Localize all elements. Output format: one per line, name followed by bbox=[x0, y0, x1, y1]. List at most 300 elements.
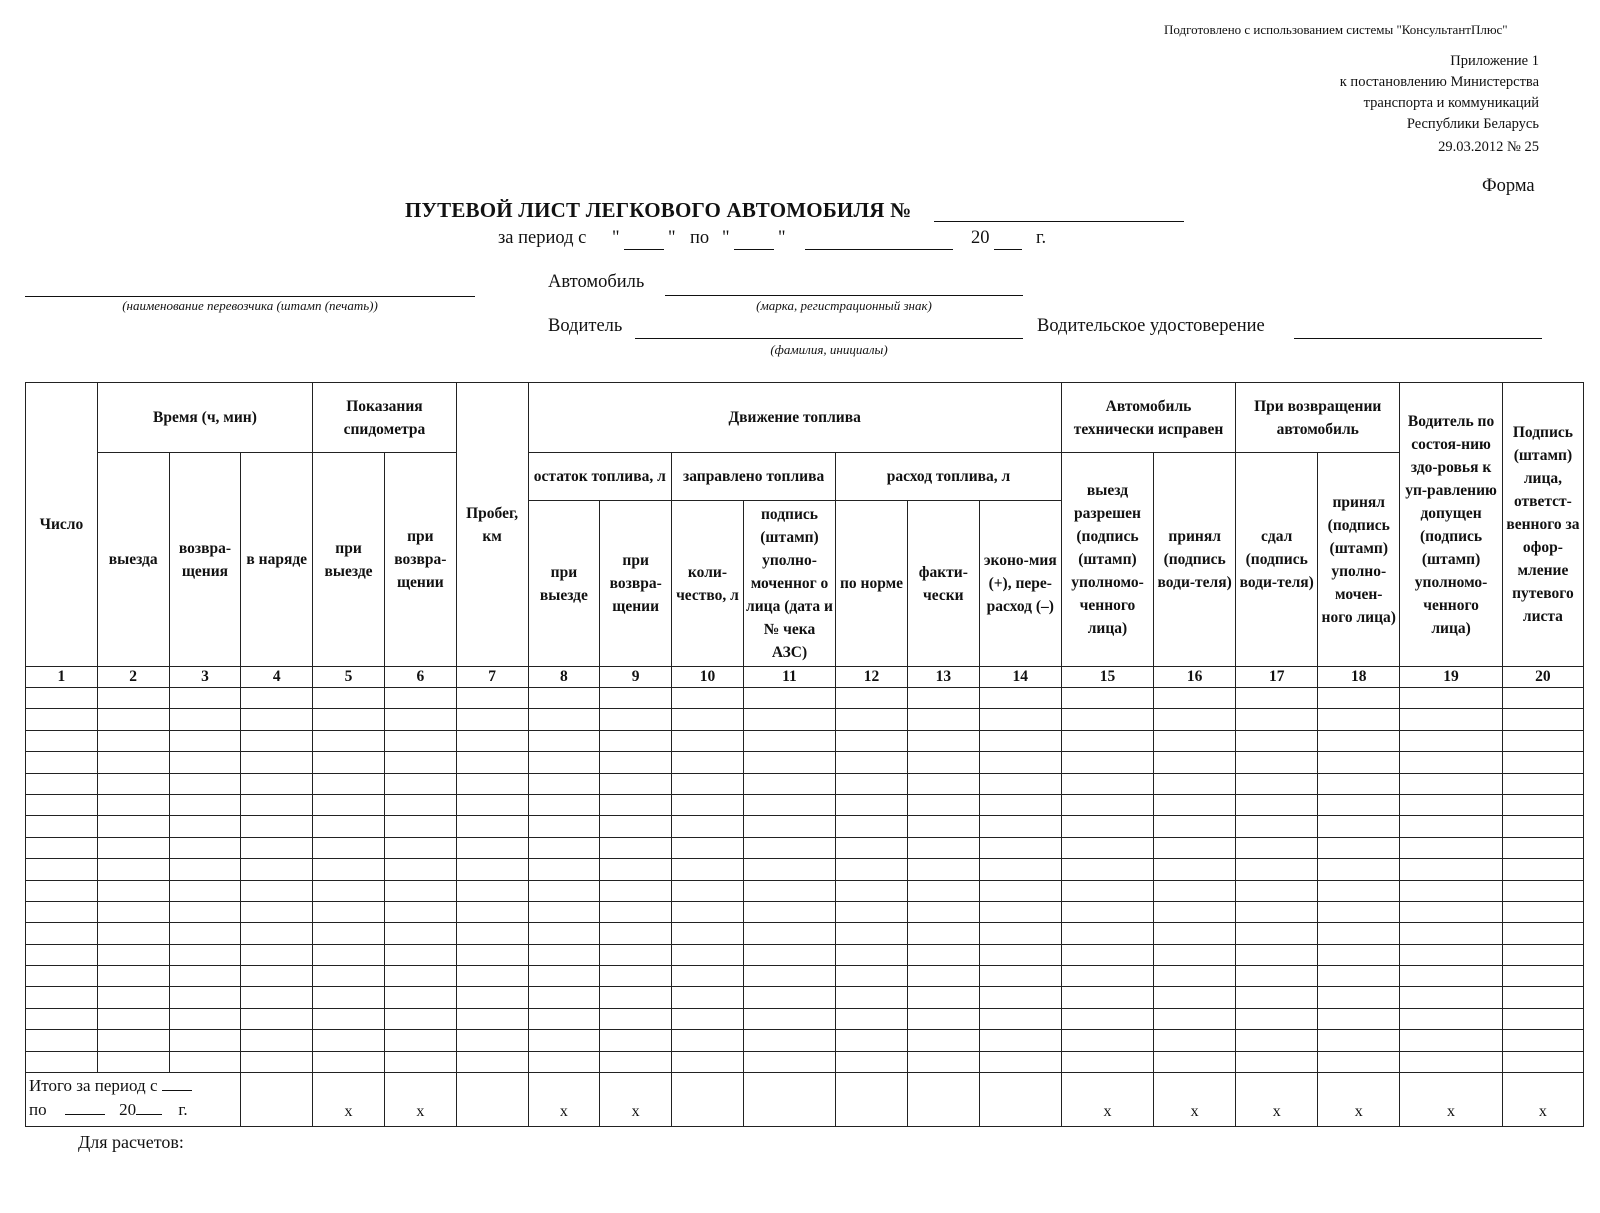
table-cell[interactable] bbox=[836, 816, 908, 837]
table-cell[interactable] bbox=[836, 966, 908, 987]
table-cell[interactable] bbox=[1236, 688, 1318, 709]
table-cell[interactable] bbox=[1502, 901, 1583, 922]
table-cell[interactable] bbox=[1502, 1008, 1583, 1029]
table-cell[interactable] bbox=[169, 966, 241, 987]
table-cell[interactable] bbox=[456, 944, 528, 965]
table-cell[interactable] bbox=[979, 794, 1061, 815]
table-cell[interactable] bbox=[836, 880, 908, 901]
table-cell[interactable] bbox=[97, 1008, 169, 1029]
table-cell[interactable] bbox=[743, 987, 835, 1008]
table-cell[interactable] bbox=[672, 709, 744, 730]
table-cell[interactable] bbox=[600, 1030, 672, 1051]
table-cell[interactable] bbox=[313, 880, 385, 901]
table-cell[interactable] bbox=[384, 816, 456, 837]
table-cell[interactable] bbox=[241, 688, 313, 709]
table-cell[interactable] bbox=[313, 859, 385, 880]
table-cell[interactable] bbox=[672, 966, 744, 987]
table-cell[interactable] bbox=[26, 730, 98, 751]
table-cell[interactable] bbox=[1154, 816, 1236, 837]
table-cell[interactable] bbox=[97, 944, 169, 965]
table-cell[interactable] bbox=[456, 730, 528, 751]
table-cell[interactable] bbox=[1236, 944, 1318, 965]
table-cell[interactable] bbox=[384, 880, 456, 901]
table-cell[interactable] bbox=[979, 709, 1061, 730]
table-cell[interactable] bbox=[241, 1030, 313, 1051]
table-cell[interactable] bbox=[1400, 752, 1503, 773]
total-cell[interactable] bbox=[456, 1073, 528, 1127]
table-cell[interactable] bbox=[97, 966, 169, 987]
table-cell[interactable] bbox=[1061, 816, 1153, 837]
table-cell[interactable] bbox=[979, 1030, 1061, 1051]
table-cell[interactable] bbox=[384, 859, 456, 880]
driver-field[interactable] bbox=[635, 322, 1023, 339]
table-cell[interactable] bbox=[241, 837, 313, 858]
table-cell[interactable] bbox=[26, 1051, 98, 1072]
table-cell[interactable] bbox=[979, 987, 1061, 1008]
table-cell[interactable] bbox=[1502, 794, 1583, 815]
table-cell[interactable] bbox=[1502, 816, 1583, 837]
table-cell[interactable] bbox=[672, 1051, 744, 1072]
table-cell[interactable] bbox=[600, 901, 672, 922]
table-cell[interactable] bbox=[1400, 1051, 1503, 1072]
table-cell[interactable] bbox=[384, 923, 456, 944]
table-cell[interactable] bbox=[1400, 923, 1503, 944]
table-cell[interactable] bbox=[384, 794, 456, 815]
table-cell[interactable] bbox=[1236, 901, 1318, 922]
table-cell[interactable] bbox=[26, 944, 98, 965]
table-cell[interactable] bbox=[672, 901, 744, 922]
table-cell[interactable] bbox=[26, 794, 98, 815]
table-cell[interactable] bbox=[169, 688, 241, 709]
table-cell[interactable] bbox=[313, 730, 385, 751]
table-cell[interactable] bbox=[1400, 816, 1503, 837]
table-cell[interactable] bbox=[600, 816, 672, 837]
table-cell[interactable] bbox=[907, 966, 979, 987]
table-cell[interactable] bbox=[979, 1008, 1061, 1029]
table-cell[interactable] bbox=[1400, 1008, 1503, 1029]
table-cell[interactable] bbox=[313, 773, 385, 794]
table-cell[interactable] bbox=[1502, 1051, 1583, 1072]
table-cell[interactable] bbox=[1061, 987, 1153, 1008]
table-cell[interactable] bbox=[672, 816, 744, 837]
table-cell[interactable] bbox=[169, 1030, 241, 1051]
table-cell[interactable] bbox=[97, 987, 169, 1008]
table-cell[interactable] bbox=[241, 1051, 313, 1072]
table-cell[interactable] bbox=[600, 966, 672, 987]
table-cell[interactable] bbox=[600, 1008, 672, 1029]
table-cell[interactable] bbox=[672, 752, 744, 773]
table-cell[interactable] bbox=[979, 816, 1061, 837]
table-cell[interactable] bbox=[1154, 944, 1236, 965]
table-cell[interactable] bbox=[241, 901, 313, 922]
table-cell[interactable] bbox=[1236, 880, 1318, 901]
table-cell[interactable] bbox=[600, 773, 672, 794]
table-cell[interactable] bbox=[26, 709, 98, 730]
table-cell[interactable] bbox=[672, 859, 744, 880]
table-cell[interactable] bbox=[384, 1008, 456, 1029]
table-cell[interactable] bbox=[528, 709, 600, 730]
table-cell[interactable] bbox=[907, 688, 979, 709]
table-cell[interactable] bbox=[26, 773, 98, 794]
table-cell[interactable] bbox=[241, 709, 313, 730]
table-cell[interactable] bbox=[1154, 794, 1236, 815]
table-cell[interactable] bbox=[1236, 859, 1318, 880]
sheet-number-field[interactable] bbox=[934, 201, 1184, 222]
table-cell[interactable] bbox=[313, 944, 385, 965]
table-cell[interactable] bbox=[1236, 816, 1318, 837]
table-cell[interactable] bbox=[1061, 923, 1153, 944]
table-cell[interactable] bbox=[1502, 859, 1583, 880]
table-cell[interactable] bbox=[528, 1051, 600, 1072]
table-cell[interactable] bbox=[907, 709, 979, 730]
table-cell[interactable] bbox=[907, 901, 979, 922]
table-cell[interactable] bbox=[1061, 966, 1153, 987]
table-cell[interactable] bbox=[241, 859, 313, 880]
table-cell[interactable] bbox=[672, 987, 744, 1008]
table-cell[interactable] bbox=[456, 752, 528, 773]
table-cell[interactable] bbox=[456, 837, 528, 858]
table-cell[interactable] bbox=[836, 794, 908, 815]
table-cell[interactable] bbox=[836, 923, 908, 944]
table-cell[interactable] bbox=[836, 837, 908, 858]
table-cell[interactable] bbox=[97, 1051, 169, 1072]
table-cell[interactable] bbox=[1400, 880, 1503, 901]
table-cell[interactable] bbox=[1318, 966, 1400, 987]
table-cell[interactable] bbox=[97, 901, 169, 922]
table-cell[interactable] bbox=[528, 859, 600, 880]
table-cell[interactable] bbox=[384, 752, 456, 773]
table-cell[interactable] bbox=[1154, 901, 1236, 922]
total-end-field[interactable] bbox=[65, 1098, 105, 1115]
table-cell[interactable] bbox=[528, 730, 600, 751]
table-cell[interactable] bbox=[1318, 1030, 1400, 1051]
period-start-day-field[interactable] bbox=[624, 232, 664, 250]
table-cell[interactable] bbox=[1061, 1030, 1153, 1051]
table-cell[interactable] bbox=[1318, 1051, 1400, 1072]
table-cell[interactable] bbox=[1236, 1051, 1318, 1072]
table-cell[interactable] bbox=[1318, 794, 1400, 815]
table-cell[interactable] bbox=[979, 752, 1061, 773]
table-cell[interactable] bbox=[1236, 794, 1318, 815]
table-cell[interactable] bbox=[169, 709, 241, 730]
table-cell[interactable] bbox=[1154, 987, 1236, 1008]
table-cell[interactable] bbox=[169, 859, 241, 880]
table-cell[interactable] bbox=[1318, 730, 1400, 751]
table-cell[interactable] bbox=[528, 966, 600, 987]
table-cell[interactable] bbox=[743, 966, 835, 987]
table-cell[interactable] bbox=[456, 923, 528, 944]
table-cell[interactable] bbox=[836, 1051, 908, 1072]
carrier-field[interactable] bbox=[25, 280, 475, 297]
table-cell[interactable] bbox=[528, 837, 600, 858]
table-cell[interactable] bbox=[743, 859, 835, 880]
table-cell[interactable] bbox=[26, 859, 98, 880]
table-cell[interactable] bbox=[836, 752, 908, 773]
table-cell[interactable] bbox=[1502, 709, 1583, 730]
table-cell[interactable] bbox=[1154, 730, 1236, 751]
table-cell[interactable] bbox=[743, 944, 835, 965]
table-cell[interactable] bbox=[528, 816, 600, 837]
table-cell[interactable] bbox=[241, 752, 313, 773]
table-cell[interactable] bbox=[241, 923, 313, 944]
table-cell[interactable] bbox=[1502, 1030, 1583, 1051]
table-cell[interactable] bbox=[313, 987, 385, 1008]
table-cell[interactable] bbox=[1061, 859, 1153, 880]
table-cell[interactable] bbox=[1061, 688, 1153, 709]
table-cell[interactable] bbox=[456, 773, 528, 794]
table-cell[interactable] bbox=[1236, 987, 1318, 1008]
table-cell[interactable] bbox=[907, 816, 979, 837]
total-year-field[interactable] bbox=[136, 1098, 162, 1115]
table-cell[interactable] bbox=[1236, 773, 1318, 794]
table-cell[interactable] bbox=[979, 880, 1061, 901]
table-cell[interactable] bbox=[1236, 837, 1318, 858]
table-cell[interactable] bbox=[1236, 752, 1318, 773]
table-cell[interactable] bbox=[1154, 752, 1236, 773]
table-cell[interactable] bbox=[600, 923, 672, 944]
table-cell[interactable] bbox=[241, 987, 313, 1008]
table-cell[interactable] bbox=[313, 816, 385, 837]
table-cell[interactable] bbox=[979, 901, 1061, 922]
table-cell[interactable] bbox=[743, 794, 835, 815]
table-cell[interactable] bbox=[672, 1008, 744, 1029]
table-cell[interactable] bbox=[26, 880, 98, 901]
table-cell[interactable] bbox=[979, 1051, 1061, 1072]
table-cell[interactable] bbox=[241, 773, 313, 794]
table-cell[interactable] bbox=[1400, 966, 1503, 987]
table-cell[interactable] bbox=[1502, 880, 1583, 901]
table-cell[interactable] bbox=[672, 1030, 744, 1051]
table-cell[interactable] bbox=[1502, 987, 1583, 1008]
table-cell[interactable] bbox=[1318, 816, 1400, 837]
table-cell[interactable] bbox=[1400, 794, 1503, 815]
table-cell[interactable] bbox=[169, 923, 241, 944]
table-cell[interactable] bbox=[456, 1008, 528, 1029]
table-cell[interactable] bbox=[1236, 730, 1318, 751]
table-cell[interactable] bbox=[384, 688, 456, 709]
table-cell[interactable] bbox=[600, 987, 672, 1008]
table-cell[interactable] bbox=[169, 944, 241, 965]
table-cell[interactable] bbox=[1502, 730, 1583, 751]
table-cell[interactable] bbox=[313, 901, 385, 922]
table-cell[interactable] bbox=[1400, 859, 1503, 880]
period-end-day-field[interactable] bbox=[734, 232, 774, 250]
table-cell[interactable] bbox=[1318, 688, 1400, 709]
table-cell[interactable] bbox=[743, 688, 835, 709]
table-cell[interactable] bbox=[1400, 901, 1503, 922]
table-cell[interactable] bbox=[743, 752, 835, 773]
table-cell[interactable] bbox=[528, 944, 600, 965]
table-cell[interactable] bbox=[1318, 1008, 1400, 1029]
total-cell[interactable] bbox=[672, 1073, 744, 1127]
table-cell[interactable] bbox=[313, 923, 385, 944]
table-cell[interactable] bbox=[26, 923, 98, 944]
table-cell[interactable] bbox=[384, 709, 456, 730]
table-cell[interactable] bbox=[456, 688, 528, 709]
table-cell[interactable] bbox=[1154, 966, 1236, 987]
table-cell[interactable] bbox=[528, 987, 600, 1008]
table-cell[interactable] bbox=[907, 944, 979, 965]
table-cell[interactable] bbox=[907, 1030, 979, 1051]
table-cell[interactable] bbox=[836, 944, 908, 965]
period-year-field[interactable] bbox=[994, 232, 1022, 250]
table-cell[interactable] bbox=[97, 859, 169, 880]
table-cell[interactable] bbox=[836, 1030, 908, 1051]
table-cell[interactable] bbox=[1502, 966, 1583, 987]
table-cell[interactable] bbox=[169, 794, 241, 815]
table-cell[interactable] bbox=[97, 837, 169, 858]
table-cell[interactable] bbox=[313, 1051, 385, 1072]
table-cell[interactable] bbox=[313, 837, 385, 858]
table-cell[interactable] bbox=[1061, 901, 1153, 922]
table-cell[interactable] bbox=[907, 880, 979, 901]
table-cell[interactable] bbox=[26, 1030, 98, 1051]
table-cell[interactable] bbox=[97, 880, 169, 901]
table-cell[interactable] bbox=[456, 880, 528, 901]
total-cell[interactable] bbox=[979, 1073, 1061, 1127]
table-cell[interactable] bbox=[907, 794, 979, 815]
table-cell[interactable] bbox=[672, 688, 744, 709]
table-cell[interactable] bbox=[672, 837, 744, 858]
table-cell[interactable] bbox=[743, 923, 835, 944]
table-cell[interactable] bbox=[1061, 944, 1153, 965]
table-cell[interactable] bbox=[528, 923, 600, 944]
table-cell[interactable] bbox=[1318, 923, 1400, 944]
table-cell[interactable] bbox=[97, 923, 169, 944]
table-cell[interactable] bbox=[456, 859, 528, 880]
table-cell[interactable] bbox=[743, 773, 835, 794]
table-cell[interactable] bbox=[384, 837, 456, 858]
table-cell[interactable] bbox=[1154, 1008, 1236, 1029]
table-cell[interactable] bbox=[979, 688, 1061, 709]
table-cell[interactable] bbox=[97, 794, 169, 815]
table-cell[interactable] bbox=[600, 837, 672, 858]
table-cell[interactable] bbox=[907, 773, 979, 794]
table-cell[interactable] bbox=[743, 730, 835, 751]
table-cell[interactable] bbox=[1154, 923, 1236, 944]
table-cell[interactable] bbox=[1154, 688, 1236, 709]
table-cell[interactable] bbox=[528, 1008, 600, 1029]
table-cell[interactable] bbox=[1502, 773, 1583, 794]
table-cell[interactable] bbox=[1061, 880, 1153, 901]
table-cell[interactable] bbox=[600, 794, 672, 815]
table-cell[interactable] bbox=[907, 837, 979, 858]
table-cell[interactable] bbox=[1061, 794, 1153, 815]
table-cell[interactable] bbox=[1236, 966, 1318, 987]
table-cell[interactable] bbox=[1502, 688, 1583, 709]
table-cell[interactable] bbox=[672, 880, 744, 901]
table-cell[interactable] bbox=[241, 1008, 313, 1029]
table-cell[interactable] bbox=[1400, 1030, 1503, 1051]
table-cell[interactable] bbox=[384, 773, 456, 794]
table-cell[interactable] bbox=[456, 966, 528, 987]
table-cell[interactable] bbox=[241, 816, 313, 837]
table-cell[interactable] bbox=[1400, 944, 1503, 965]
table-cell[interactable] bbox=[97, 688, 169, 709]
table-cell[interactable] bbox=[1318, 752, 1400, 773]
table-cell[interactable] bbox=[1154, 837, 1236, 858]
table-cell[interactable] bbox=[743, 901, 835, 922]
table-cell[interactable] bbox=[456, 901, 528, 922]
table-cell[interactable] bbox=[97, 730, 169, 751]
table-cell[interactable] bbox=[1154, 880, 1236, 901]
table-cell[interactable] bbox=[1236, 1008, 1318, 1029]
table-cell[interactable] bbox=[26, 688, 98, 709]
table-cell[interactable] bbox=[1061, 730, 1153, 751]
table-cell[interactable] bbox=[528, 1030, 600, 1051]
table-cell[interactable] bbox=[743, 816, 835, 837]
table-cell[interactable] bbox=[528, 688, 600, 709]
table-cell[interactable] bbox=[528, 752, 600, 773]
table-cell[interactable] bbox=[169, 773, 241, 794]
table-cell[interactable] bbox=[1061, 1008, 1153, 1029]
table-cell[interactable] bbox=[26, 837, 98, 858]
table-cell[interactable] bbox=[241, 880, 313, 901]
table-cell[interactable] bbox=[1318, 987, 1400, 1008]
table-cell[interactable] bbox=[1502, 837, 1583, 858]
table-cell[interactable] bbox=[456, 709, 528, 730]
car-field[interactable] bbox=[665, 279, 1023, 296]
table-cell[interactable] bbox=[384, 966, 456, 987]
table-cell[interactable] bbox=[1318, 837, 1400, 858]
table-cell[interactable] bbox=[600, 688, 672, 709]
table-cell[interactable] bbox=[456, 794, 528, 815]
total-cell[interactable] bbox=[743, 1073, 835, 1127]
table-cell[interactable] bbox=[836, 730, 908, 751]
table-cell[interactable] bbox=[600, 752, 672, 773]
table-cell[interactable] bbox=[1154, 1051, 1236, 1072]
table-cell[interactable] bbox=[979, 730, 1061, 751]
table-cell[interactable] bbox=[169, 837, 241, 858]
table-cell[interactable] bbox=[384, 944, 456, 965]
table-cell[interactable] bbox=[1318, 944, 1400, 965]
table-cell[interactable] bbox=[907, 987, 979, 1008]
table-cell[interactable] bbox=[1318, 901, 1400, 922]
table-cell[interactable] bbox=[97, 752, 169, 773]
table-cell[interactable] bbox=[528, 794, 600, 815]
table-cell[interactable] bbox=[1236, 1030, 1318, 1051]
table-cell[interactable] bbox=[1502, 752, 1583, 773]
table-cell[interactable] bbox=[313, 752, 385, 773]
table-cell[interactable] bbox=[672, 773, 744, 794]
table-cell[interactable] bbox=[26, 1008, 98, 1029]
table-cell[interactable] bbox=[743, 1030, 835, 1051]
table-cell[interactable] bbox=[979, 944, 1061, 965]
table-cell[interactable] bbox=[313, 966, 385, 987]
table-cell[interactable] bbox=[1061, 752, 1153, 773]
table-cell[interactable] bbox=[384, 1051, 456, 1072]
table-cell[interactable] bbox=[1400, 730, 1503, 751]
table-cell[interactable] bbox=[169, 987, 241, 1008]
table-cell[interactable] bbox=[836, 987, 908, 1008]
table-cell[interactable] bbox=[1318, 709, 1400, 730]
table-cell[interactable] bbox=[241, 944, 313, 965]
table-cell[interactable] bbox=[979, 859, 1061, 880]
table-cell[interactable] bbox=[1236, 709, 1318, 730]
table-cell[interactable] bbox=[836, 901, 908, 922]
table-cell[interactable] bbox=[743, 1051, 835, 1072]
table-cell[interactable] bbox=[384, 901, 456, 922]
table-cell[interactable] bbox=[600, 730, 672, 751]
table-cell[interactable] bbox=[169, 752, 241, 773]
table-cell[interactable] bbox=[169, 1008, 241, 1029]
table-cell[interactable] bbox=[26, 901, 98, 922]
table-cell[interactable] bbox=[456, 987, 528, 1008]
table-cell[interactable] bbox=[384, 730, 456, 751]
table-cell[interactable] bbox=[600, 859, 672, 880]
table-cell[interactable] bbox=[313, 1030, 385, 1051]
table-cell[interactable] bbox=[1061, 773, 1153, 794]
